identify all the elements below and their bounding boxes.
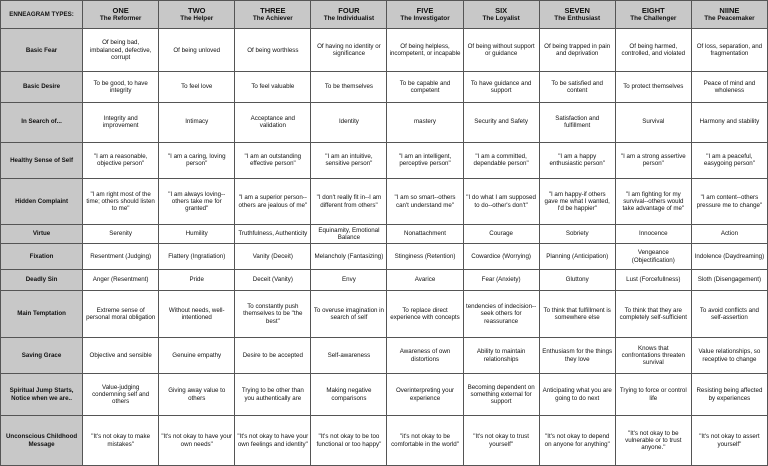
cell: Of being unloved: [159, 29, 235, 72]
cell: Innocence: [615, 224, 691, 243]
type-name: The Helper: [180, 15, 214, 22]
cell: Harmony and stability: [691, 102, 767, 142]
cell: "I am a superior person--others are jealous of me": [235, 179, 311, 224]
cell: To overuse imagination in search of self: [311, 290, 387, 338]
cell: Of being trapped in pain and deprivation: [539, 29, 615, 72]
cell: Anger (Resentment): [83, 270, 159, 291]
row-in-search-of: [1, 102, 768, 142]
cell: Security and Safety: [463, 102, 539, 142]
cell: Desire to be accepted: [235, 338, 311, 374]
row-virtue: [1, 224, 768, 243]
row-main-temptation: [1, 290, 768, 338]
type-header-9: [691, 1, 767, 29]
cell: To avoid conflicts and self-assertion: [691, 290, 767, 338]
cell: "I am a committed, dependable person": [463, 142, 539, 179]
cell: To constantly push themselves to be "the best": [235, 290, 311, 338]
cell: "I don't really fit in--I am different from others": [311, 179, 387, 224]
cell: Resisting being affected by experiences: [691, 374, 767, 416]
cell: Awareness of own distortions: [387, 338, 463, 374]
cell: "It's not okay to trust yourself": [463, 416, 539, 466]
type-header-5: [387, 1, 463, 29]
cell: Ability to maintain relationships: [463, 338, 539, 374]
cell: Genuine empathy: [159, 338, 235, 374]
row-label: Healthy Sense of Self: [1, 142, 83, 179]
cell: Acceptance and validation: [235, 102, 311, 142]
type-number: FIVE: [416, 6, 434, 15]
type-number: ONE: [112, 6, 129, 15]
cell: "I am an intelligent, perceptive person": [387, 142, 463, 179]
cell: "I am so smart--others can't understand me": [387, 179, 463, 224]
cell: Intimacy: [159, 102, 235, 142]
type-number: SIX: [495, 6, 508, 15]
cell: Of loss, separation, and fragmentation: [691, 29, 767, 72]
cell: To protect themselves: [615, 72, 691, 102]
type-header-6: [463, 1, 539, 29]
cell: Identity: [311, 102, 387, 142]
cell: "I am always loving--others take me for granted": [159, 179, 235, 224]
cell: Anticipating what you are going to do next: [539, 374, 615, 416]
cell: "I am a strong assertive person": [615, 142, 691, 179]
cell: To be capable and competent: [387, 72, 463, 102]
cell: Cowardice (Worrying): [463, 244, 539, 270]
cell: "I am a peaceful, easygoing person": [691, 142, 767, 179]
row-hidden-complaint: [1, 179, 768, 224]
cell: Value relationships, so receptive to change: [691, 338, 767, 374]
cell: Knows that confrontations threaten survival: [615, 338, 691, 374]
cell: Indolence (Daydreaming): [691, 244, 767, 270]
row-label: In Search of...: [1, 102, 83, 142]
cell: Peace of mind and wholeness: [691, 72, 767, 102]
cell: Becoming dependent on something external for support: [463, 374, 539, 416]
row-label: Unconscious Childhood Message: [1, 416, 83, 466]
cell: To be good, to have integrity: [83, 72, 159, 102]
cell: Pride: [159, 270, 235, 291]
cell: Lust (Forcefullness): [615, 270, 691, 291]
type-name: The Enthusiast: [554, 15, 601, 22]
cell: Making negative comparisons: [311, 374, 387, 416]
cell: "It's not okay to make mistakes": [83, 416, 159, 466]
type-number: FOUR: [338, 6, 360, 15]
cell: "It's not okay to have your own feelings and identity": [235, 416, 311, 466]
type-name: The Individualist: [323, 15, 375, 22]
cell: To be themselves: [311, 72, 387, 102]
cell: "it's not okay to be comfortable in the world": [387, 416, 463, 466]
cell: mastery: [387, 102, 463, 142]
type-name: The Investigator: [400, 15, 450, 22]
row-label: Saving Grace: [1, 338, 83, 374]
cell: Of being worthless: [235, 29, 311, 72]
cell: To think that fulfillment is somewhere else: [539, 290, 615, 338]
cell: Of being without support or guidance: [463, 29, 539, 72]
cell: "It's not okay to be too functional or too happy": [311, 416, 387, 466]
row-healthy-sense-of-self: [1, 142, 768, 179]
row-deadly-sin: [1, 270, 768, 291]
cell: "I am an intuitive, sensitive person": [311, 142, 387, 179]
cell: Objective and sensible: [83, 338, 159, 374]
type-number: EIGHT: [641, 6, 665, 15]
cell: "It's not okay to depend on anyone for anything": [539, 416, 615, 466]
cell: Flattery (Ingratiation): [159, 244, 235, 270]
type-header-7: [539, 1, 615, 29]
cell: "I am a reasonable, objective person": [83, 142, 159, 179]
cell: Deceit (Vanity): [235, 270, 311, 291]
cell: Integrity and improvement: [83, 102, 159, 142]
cell: Overinterpreting your experience: [387, 374, 463, 416]
row-spiritual-jump-starts: [1, 374, 768, 416]
cell: Action: [691, 224, 767, 243]
row-label: Virtue: [1, 224, 83, 243]
cell: To be satisfied and content: [539, 72, 615, 102]
cell: "I do what I am supposed to do--other's don't": [463, 179, 539, 224]
row-basic-fear: [1, 29, 768, 72]
type-name: The Loyalist: [482, 15, 520, 22]
cell: To feel valuable: [235, 72, 311, 102]
cell: Gluttony: [539, 270, 615, 291]
cell: "I am an outstanding effective person": [235, 142, 311, 179]
type-header-2: [159, 1, 235, 29]
cell: Trying to force or control life: [615, 374, 691, 416]
type-name: The Achiever: [252, 15, 293, 22]
row-label: Deadly Sin: [1, 270, 83, 291]
cell: Trying to be other than you authentically are: [235, 374, 311, 416]
row-label: Hidden Complaint: [1, 179, 83, 224]
header-row: [1, 1, 768, 29]
cell: Sobriety: [539, 224, 615, 243]
cell: Of being bad, imbalanced, defective, corrupt: [83, 29, 159, 72]
cell: tendencies of indecision--seek others for reassurance: [463, 290, 539, 338]
row-label: Basic Fear: [1, 29, 83, 72]
cell: "It's not okay to be vulnerable or to trust anyone.": [615, 416, 691, 466]
cell: Value-judging condemning self and others: [83, 374, 159, 416]
type-header-8: [615, 1, 691, 29]
cell: Sloth (Disengagement): [691, 270, 767, 291]
cell: Planning (Anticipation): [539, 244, 615, 270]
row-label: Basic Desire: [1, 72, 83, 102]
type-name: The Peacemaker: [704, 15, 755, 22]
row-basic-desire: [1, 72, 768, 102]
cell: Satisfaction and fulfillment: [539, 102, 615, 142]
row-label: Main Temptation: [1, 290, 83, 338]
type-name: The Challenger: [630, 15, 677, 22]
cell: To feel love: [159, 72, 235, 102]
cell: Nonattachment: [387, 224, 463, 243]
type-header-4: [311, 1, 387, 29]
cell: Courage: [463, 224, 539, 243]
cell: "It's not okay to assert yourself": [691, 416, 767, 466]
cell: Giving away value to others: [159, 374, 235, 416]
cell: Stinginess (Retention): [387, 244, 463, 270]
cell: Extreme sense of personal moral obligation: [83, 290, 159, 338]
cell: "I am content--others pressure me to change": [691, 179, 767, 224]
cell: Of being harmed, controlled, and violated: [615, 29, 691, 72]
cell: Vanity (Deceit): [235, 244, 311, 270]
row-saving-grace: [1, 338, 768, 374]
cell: To think that they are completely self-sufficient: [615, 290, 691, 338]
type-header-1: [83, 1, 159, 29]
cell: Vengeance (Objectification): [615, 244, 691, 270]
cell: Humility: [159, 224, 235, 243]
type-number: SEVEN: [564, 6, 590, 15]
type-number: NIINE: [719, 6, 740, 15]
row-fixation: [1, 244, 768, 270]
cell: "I am right most of the time; others should listen to me": [83, 179, 159, 224]
cell: Melancholy (Fantasizing): [311, 244, 387, 270]
cell: To have guidance and support: [463, 72, 539, 102]
cell: Envy: [311, 270, 387, 291]
corner-label: ENNEAGRAM TYPES:: [1, 1, 83, 29]
cell: Fear (Anxiety): [463, 270, 539, 291]
type-header-3: [235, 1, 311, 29]
cell: To replace direct experience with concepts: [387, 290, 463, 338]
cell: "I am a caring, loving person": [159, 142, 235, 179]
cell: Serenity: [83, 224, 159, 243]
cell: Equinamity, Emotional Balance: [311, 224, 387, 243]
cell: "I am happy-if others gave me what I wanted, I'd be happier": [539, 179, 615, 224]
cell: Enthusiasm for the things they love: [539, 338, 615, 374]
cell: Of being helpless, incompetent, or incapable: [387, 29, 463, 72]
cell: Self-awareness: [311, 338, 387, 374]
type-number: THREE: [260, 6, 286, 15]
row-label: Fixation: [1, 244, 83, 270]
cell: Avarice: [387, 270, 463, 291]
cell: "It's not okay to have your own needs": [159, 416, 235, 466]
row-unconscious-childhood-message: [1, 416, 768, 466]
cell: Of having no identity or significance: [311, 29, 387, 72]
type-name: The Reformer: [99, 15, 142, 22]
cell: "I am fighting for my survival--others would take advantage of me": [615, 179, 691, 224]
row-label: Spiritual Jump Starts, Notice when we are..: [1, 374, 83, 416]
cell: Resentment (Judging): [83, 244, 159, 270]
cell: Survival: [615, 102, 691, 142]
type-number: TWO: [187, 6, 206, 15]
cell: "I am a happy enthusiastic person": [539, 142, 615, 179]
cell: Truthfulness, Authenticity: [235, 224, 311, 243]
cell: Without needs, well-intentioned: [159, 290, 235, 338]
